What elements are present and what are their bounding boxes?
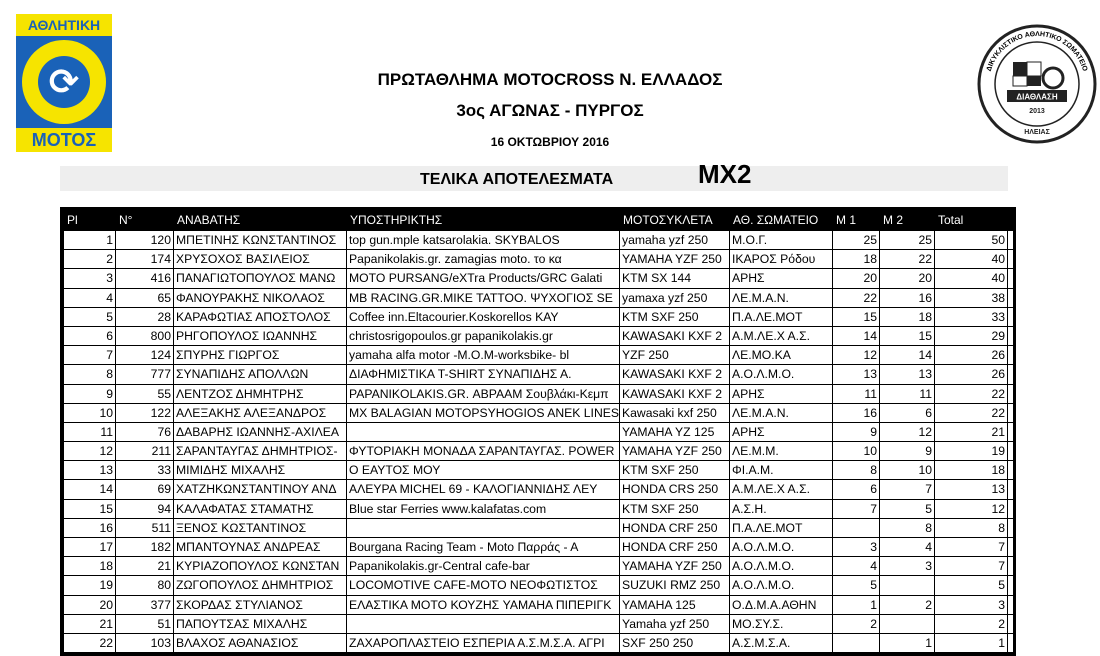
- cell-pl: 5: [64, 308, 116, 326]
- cell-m2: 2: [880, 596, 935, 614]
- logo-top-text: ΑΘΛΗΤΙΚΗ: [16, 14, 112, 36]
- table-row: [64, 365, 1013, 384]
- cell-sponsor: ΔΙΑΦΗΜΙΣΤΙΚΑ T-SHIRT ΣΥΝΑΠΙΔΗΣ Α.: [347, 365, 620, 383]
- cell-m1: 15: [833, 308, 880, 326]
- cell-number: 120: [116, 231, 174, 249]
- cell-pl: 20: [64, 596, 116, 614]
- table-row: [64, 385, 1013, 404]
- cell-m2: 14: [880, 346, 935, 364]
- cell-total: 8: [935, 519, 1008, 537]
- cell-motorcycle: KAWASAKI KXF 2: [620, 327, 730, 345]
- table-row: [64, 480, 1013, 499]
- cell-m2: 3: [880, 557, 935, 575]
- cell-m1: [833, 519, 880, 537]
- cell-rider: ΧΑΤΖΗΚΩΝΣΤΑΝΤΙΝΟΥ ΑΝΔ: [174, 480, 347, 498]
- cell-club: ΑΡΗΣ: [730, 269, 833, 287]
- cell-motorcycle: KTM SXF 250: [620, 308, 730, 326]
- cell-motorcycle: KTM SX 144: [620, 269, 730, 287]
- results-table: [60, 207, 1016, 656]
- cell-pl: 16: [64, 519, 116, 537]
- cell-club: Α.Μ.ΛΕ.Χ Α.Σ.: [730, 480, 833, 498]
- cell-m1: 8: [833, 461, 880, 479]
- cell-sponsor: Ο ΕΑΥΤΟΣ ΜΟΥ: [347, 461, 620, 479]
- cell-m2: 25: [880, 231, 935, 249]
- table-row: [64, 519, 1013, 538]
- table-row: [64, 461, 1013, 480]
- cell-number: 76: [116, 423, 174, 441]
- table-row: [64, 327, 1013, 346]
- cell-rider: ΧΡΥΣΟΧΟΣ ΒΑΣΙΛΕΙΟΣ: [174, 250, 347, 268]
- cell-m1: 13: [833, 365, 880, 383]
- cell-rider: ΚΑΛΑΦΑΤΑΣ ΣΤΑΜΑΤΗΣ: [174, 500, 347, 518]
- cell-pl: 9: [64, 385, 116, 403]
- cell-pl: 14: [64, 480, 116, 498]
- cell-rider: ΠΑΠΟΥΤΣΑΣ ΜΙΧΑΛΗΣ: [174, 615, 347, 633]
- cell-total: 7: [935, 538, 1008, 556]
- cell-club: Π.Α.ΛΕ.ΜΟΤ: [730, 519, 833, 537]
- cell-total: 1: [935, 634, 1008, 652]
- cell-rider: ΔΑΒΑΡΗΣ ΙΩΑΝΝΗΣ-ΑΧΙΛΕΑ: [174, 423, 347, 441]
- cell-number: 80: [116, 576, 174, 594]
- cell-m1: 20: [833, 269, 880, 287]
- cell-sponsor: [347, 615, 620, 633]
- cell-total: 29: [935, 327, 1008, 345]
- cell-number: 94: [116, 500, 174, 518]
- cell-rider: ΣΥΝΑΠΙΔΗΣ ΑΠΟΛΛΩΝ: [174, 365, 347, 383]
- cell-sponsor: Bourgana Racing Team - Moto Παρράς - Α: [347, 538, 620, 556]
- table-row: [64, 308, 1013, 327]
- cell-number: 28: [116, 308, 174, 326]
- col-header-m1: M 1: [836, 213, 857, 227]
- table-row: [64, 557, 1013, 576]
- cell-m2: 22: [880, 250, 935, 268]
- cell-sponsor: ΑΛΕΥΡΑ MICHEL 69 - ΚΑΛΟΓΙΑΝΝΙΔΗΣ ΛΕΥ: [347, 480, 620, 498]
- cell-pl: 13: [64, 461, 116, 479]
- col-header-sponsor: ΥΠΟΣΤΗΡΙΚΤΗΣ: [350, 213, 443, 227]
- cell-m2: 11: [880, 385, 935, 403]
- cell-club: ΜΟ.ΣΥ.Σ.: [730, 615, 833, 633]
- cell-sponsor: [347, 519, 620, 537]
- cell-m1: 16: [833, 404, 880, 422]
- cell-rider: ΖΩΓΟΠΟΥΛΟΣ ΔΗΜΗΤΡΙΟΣ: [174, 576, 347, 594]
- cell-total: 40: [935, 269, 1008, 287]
- results-label: ΤΕΛΙΚΑ ΑΠΟΤΕΛΕΣΜΑΤΑ: [420, 171, 614, 188]
- cell-pl: 18: [64, 557, 116, 575]
- cell-total: 26: [935, 346, 1008, 364]
- table-row: [64, 289, 1013, 308]
- cell-motorcycle: YAMAHA 125: [620, 596, 730, 614]
- cell-club: ΛΕ.Μ.Μ.: [730, 442, 833, 460]
- cell-rider: ΣΚΟΡΔΑΣ ΣΤΥΛΙΑΝΟΣ: [174, 596, 347, 614]
- cell-sponsor: Blue star Ferries www.kalafatas.com: [347, 500, 620, 518]
- seal-region: ΗΛΕΙΑΣ: [1024, 129, 1050, 136]
- cell-club: Α.Ο.Λ.Μ.Ο.: [730, 365, 833, 383]
- cell-total: 40: [935, 250, 1008, 268]
- cell-sponsor: yamaha alfa motor -M.O.M-worksbike- bl: [347, 346, 620, 364]
- cell-number: 33: [116, 461, 174, 479]
- cell-pl: 8: [64, 365, 116, 383]
- col-header-pl: Pl: [67, 213, 78, 227]
- cell-m2: 18: [880, 308, 935, 326]
- cell-rider: ΚΑΡΑΦΩΤΙΑΣ ΑΠΟΣΤΟΛΟΣ: [174, 308, 347, 326]
- table-row: [64, 500, 1013, 519]
- event-date: 16 ΟΚΤΩΒΡΙΟΥ 2016: [490, 135, 610, 149]
- cell-m2: 6: [880, 404, 935, 422]
- cell-club: Α.Μ.ΛΕ.Χ Α.Σ.: [730, 327, 833, 345]
- cell-m1: 25: [833, 231, 880, 249]
- cell-total: 50: [935, 231, 1008, 249]
- table-row: [64, 346, 1013, 365]
- cell-m1: 2: [833, 615, 880, 633]
- cell-total: 22: [935, 404, 1008, 422]
- cell-club: ΦΙ.Α.Μ.: [730, 461, 833, 479]
- cell-total: 13: [935, 480, 1008, 498]
- cell-motorcycle: yamaxa yzf 250: [620, 289, 730, 307]
- cell-club: Ο.Δ.Μ.Α.ΑΘΗΝ: [730, 596, 833, 614]
- cell-motorcycle: Yamaha yzf 250: [620, 615, 730, 633]
- cell-m1: 10: [833, 442, 880, 460]
- cell-club: Μ.Ο.Γ.: [730, 231, 833, 249]
- cell-m1: 9: [833, 423, 880, 441]
- cell-rider: ΠΑΝΑΓΙΩΤΟΠΟΥΛΟΣ ΜΑΝΩ: [174, 269, 347, 287]
- cell-m1: 14: [833, 327, 880, 345]
- cell-pl: 6: [64, 327, 116, 345]
- col-header-motorcycle: ΜΟΤΟΣΥΚΛΕΤΑ: [623, 213, 713, 227]
- cell-number: 51: [116, 615, 174, 633]
- cell-pl: 10: [64, 404, 116, 422]
- cell-motorcycle: yamaha yzf 250: [620, 231, 730, 249]
- cell-m1: 1: [833, 596, 880, 614]
- cell-club: ΛΕ.Μ.Α.Ν.: [730, 289, 833, 307]
- cell-number: 377: [116, 596, 174, 614]
- cell-m1: 18: [833, 250, 880, 268]
- cell-number: 416: [116, 269, 174, 287]
- table-row: [64, 250, 1013, 269]
- cell-number: 777: [116, 365, 174, 383]
- cell-rider: ΜΠΑΝΤΟΥΝΑΣ ΑΝΔΡΕΑΣ: [174, 538, 347, 556]
- table-header: [63, 210, 1013, 230]
- cell-total: 19: [935, 442, 1008, 460]
- cell-number: 55: [116, 385, 174, 403]
- col-header-club: ΑΘ. ΣΩΜΑΤΕΙΟ: [733, 213, 819, 227]
- cell-m1: 5: [833, 576, 880, 594]
- class-label: MX2: [698, 159, 752, 189]
- cell-number: 103: [116, 634, 174, 652]
- col-header-rider: ΑΝΑΒΑΤΗΣ: [177, 213, 241, 227]
- cell-club: ΛΕ.Μ.Α.Ν.: [730, 404, 833, 422]
- cell-m2: 7: [880, 480, 935, 498]
- cell-motorcycle: YAMAHA YZF 250: [620, 250, 730, 268]
- cell-m1: 12: [833, 346, 880, 364]
- logo-bottom-text: ΜΟΤΟΣ: [16, 128, 112, 152]
- cell-m2: 5: [880, 500, 935, 518]
- cell-total: 2: [935, 615, 1008, 633]
- event-subtitle: 3ος ΑΓΩΝΑΣ - ΠΥΡΓΟΣ: [456, 101, 644, 120]
- table-row: [64, 634, 1013, 653]
- cell-m1: 7: [833, 500, 880, 518]
- cell-sponsor: Coffee inn.Eltacourier.Koskorellos KAY: [347, 308, 620, 326]
- cell-pl: 19: [64, 576, 116, 594]
- cell-m1: 3: [833, 538, 880, 556]
- cell-motorcycle: YAMAHA YZF 250: [620, 557, 730, 575]
- cell-sponsor: [347, 423, 620, 441]
- cell-m1: 22: [833, 289, 880, 307]
- cell-rider: ΞΕΝΟΣ ΚΩΣΤΑΝΤΙΝΟΣ: [174, 519, 347, 537]
- cell-m1: 4: [833, 557, 880, 575]
- cell-m2: 16: [880, 289, 935, 307]
- cell-pl: 21: [64, 615, 116, 633]
- cell-sponsor: top gun.mple katsarolakia. SKYBALOS: [347, 231, 620, 249]
- cell-m2: 9: [880, 442, 935, 460]
- cell-m2: 20: [880, 269, 935, 287]
- cell-number: 800: [116, 327, 174, 345]
- cell-motorcycle: Kawasaki kxf 250: [620, 404, 730, 422]
- cell-rider: ΣΑΡΑΝΤΑΥΓΑΣ ΔΗΜΗΤΡΙΟΣ-: [174, 442, 347, 460]
- table-row: [64, 615, 1013, 634]
- cell-number: 174: [116, 250, 174, 268]
- cell-m2: 10: [880, 461, 935, 479]
- cell-total: 33: [935, 308, 1008, 326]
- cell-motorcycle: HONDA CRF 250: [620, 519, 730, 537]
- cell-sponsor: ΦΥΤΟΡΙΑΚΗ ΜΟΝΑΔΑ ΣΑΡΑΝΤΑΥΓΑΣ. POWER: [347, 442, 620, 460]
- cell-m1: [833, 634, 880, 652]
- cell-pl: 15: [64, 500, 116, 518]
- cell-total: 21: [935, 423, 1008, 441]
- cell-m2: 15: [880, 327, 935, 345]
- col-header-total: Total: [938, 213, 964, 227]
- cell-pl: 11: [64, 423, 116, 441]
- cell-club: ΑΡΗΣ: [730, 385, 833, 403]
- cell-number: 124: [116, 346, 174, 364]
- cell-sponsor: PAPANIKOLAKIS.GR. ΑΒΡΑΑΜ Σουβλάκι-Κεμπ: [347, 385, 620, 403]
- cell-sponsor: MOTO PURSANG/eXTra Products/GRC Galati: [347, 269, 620, 287]
- cell-sponsor: MX BALAGIAN MOTOPSYHOGIOS ANEK LINES: [347, 404, 620, 422]
- cell-m1: 11: [833, 385, 880, 403]
- table-row: [64, 231, 1013, 250]
- cell-number: 511: [116, 519, 174, 537]
- cell-club: Α.Ο.Λ.Μ.Ο.: [730, 576, 833, 594]
- cell-motorcycle: KAWASAKI KXF 2: [620, 385, 730, 403]
- cell-club: Α.Σ.Η.: [730, 500, 833, 518]
- cell-rider: ΦΑΝΟΥΡΑΚΗΣ ΝΙΚΟΛΑΟΣ: [174, 289, 347, 307]
- col-header-m2: M 2: [883, 213, 904, 227]
- cell-pl: 4: [64, 289, 116, 307]
- cell-motorcycle: SUZUKI RMZ 250: [620, 576, 730, 594]
- cell-rider: ΜΠΕΤΙΝΗΣ ΚΩΝΣΤΑΝΤΙΝΟΣ: [174, 231, 347, 249]
- table-row: [64, 442, 1013, 461]
- cell-total: 5: [935, 576, 1008, 594]
- seal-name: ΔΙΑΘΛΑΣΗ: [1016, 92, 1058, 102]
- cell-number: 65: [116, 289, 174, 307]
- cell-total: 12: [935, 500, 1008, 518]
- cell-motorcycle: HONDA CRF 250: [620, 538, 730, 556]
- cell-club: ΛΕ.ΜΟ.ΚΑ: [730, 346, 833, 364]
- cell-m2: 12: [880, 423, 935, 441]
- cell-rider: ΡΗΓΟΠΟΥΛΟΣ ΙΩΑΝΝΗΣ: [174, 327, 347, 345]
- table-row: [64, 404, 1013, 423]
- table-row: [64, 596, 1013, 615]
- cell-rider: ΜΙΜΙΔΗΣ ΜΙΧΑΛΗΣ: [174, 461, 347, 479]
- cell-club: Α.Ο.Λ.Μ.Ο.: [730, 557, 833, 575]
- cell-motorcycle: HONDA CRS 250: [620, 480, 730, 498]
- cell-total: 7: [935, 557, 1008, 575]
- cell-total: 3: [935, 596, 1008, 614]
- logo-arrow-icon: ⟳: [38, 56, 90, 108]
- cell-total: 22: [935, 385, 1008, 403]
- cell-sponsor: Papanikolakis.gr-Central cafe-bar: [347, 557, 620, 575]
- cell-pl: 1: [64, 231, 116, 249]
- cell-total: 38: [935, 289, 1008, 307]
- cell-club: Α.Σ.Μ.Σ.Α.: [730, 634, 833, 652]
- cell-m2: 1: [880, 634, 935, 652]
- cell-pl: 22: [64, 634, 116, 652]
- cell-number: 182: [116, 538, 174, 556]
- cell-m2: 4: [880, 538, 935, 556]
- cell-rider: ΚΥΡΙΑΖΟΠΟΥΛΟΣ ΚΩΝΣΤΑΝ: [174, 557, 347, 575]
- table-row: [64, 576, 1013, 595]
- cell-motorcycle: YAMAHA YZF 250: [620, 442, 730, 460]
- table-row: [64, 538, 1013, 557]
- seal-ring-text: ΔΙΚΥΚΛΙΣΤΙΚΟ ΑΘΛΗΤΙΚΟ ΣΩΜΑΤΕΙΟ: [985, 30, 1089, 73]
- cell-total: 26: [935, 365, 1008, 383]
- cell-number: 211: [116, 442, 174, 460]
- cell-pl: 17: [64, 538, 116, 556]
- cell-m2: 8: [880, 519, 935, 537]
- cell-pl: 2: [64, 250, 116, 268]
- cell-motorcycle: YAMAHA YZ 125: [620, 423, 730, 441]
- cell-rider: ΑΛΕΞΑΚΗΣ ΑΛΕΞΑΝΔΡΟΣ: [174, 404, 347, 422]
- cell-sponsor: ΖΑΧΑΡΟΠΛΑΣΤΕΙΟ ΕΣΠΕΡΙΑ Α.Σ.Μ.Σ.Α. ΑΓΡΙ: [347, 634, 620, 652]
- cell-m2: 13: [880, 365, 935, 383]
- cell-sponsor: LOCOMOTIVE CAFE-MOTO ΝΕΟΦΩΤΙΣΤΟΣ: [347, 576, 620, 594]
- cell-rider: ΣΠΥΡΗΣ ΓΙΩΡΓΟΣ: [174, 346, 347, 364]
- page-title: ΠΡΩΤΑΘΛΗΜΑ MOTOCROSS Ν. ΕΛΛΑΔΟΣ: [377, 70, 723, 89]
- cell-club: ΙΚΑΡΟΣ Ρόδου: [730, 250, 833, 268]
- cell-motorcycle: KAWASAKI KXF 2: [620, 365, 730, 383]
- cell-sponsor: MB RACING.GR.MIKE TATTOO. ΨΥΧΟΓΙΟΣ SE: [347, 289, 620, 307]
- cell-sponsor: Papanikolakis.gr. zamagias moto. το κα: [347, 250, 620, 268]
- cell-club: ΑΡΗΣ: [730, 423, 833, 441]
- cell-number: 122: [116, 404, 174, 422]
- seal-year: 2013: [1029, 108, 1045, 115]
- cell-m2: [880, 576, 935, 594]
- cell-number: 69: [116, 480, 174, 498]
- cell-club: Π.Α.ΛΕ.ΜΟΤ: [730, 308, 833, 326]
- cell-total: 18: [935, 461, 1008, 479]
- cell-sponsor: christosrigopoulos.gr papanikolakis.gr: [347, 327, 620, 345]
- cell-motorcycle: KTM SXF 250: [620, 500, 730, 518]
- cell-m1: 6: [833, 480, 880, 498]
- cell-rider: ΛΕΝΤΖΟΣ ΔΗΜΗΤΡΗΣ: [174, 385, 347, 403]
- cell-pl: 7: [64, 346, 116, 364]
- cell-pl: 3: [64, 269, 116, 287]
- table-row: [64, 269, 1013, 288]
- results-bar: [60, 159, 1008, 191]
- cell-pl: 12: [64, 442, 116, 460]
- cell-club: Α.Ο.Λ.Μ.Ο.: [730, 538, 833, 556]
- cell-motorcycle: YZF 250: [620, 346, 730, 364]
- col-header-number: N°: [119, 213, 133, 227]
- cell-m2: [880, 615, 935, 633]
- cell-number: 21: [116, 557, 174, 575]
- cell-rider: ΒΛΑΧΟΣ ΑΘΑΝΑΣΙΟΣ: [174, 634, 347, 652]
- table-body: [63, 230, 1013, 653]
- table-row: [64, 423, 1013, 442]
- cell-sponsor: ΕΛΑΣΤΙΚΑ ΜΟΤΟ ΚΟΥΖΗΣ YAMAHA ΠΙΠΕΡΙΓΚ: [347, 596, 620, 614]
- cell-motorcycle: KTM SXF 250: [620, 461, 730, 479]
- cell-motorcycle: SXF 250 250: [620, 634, 730, 652]
